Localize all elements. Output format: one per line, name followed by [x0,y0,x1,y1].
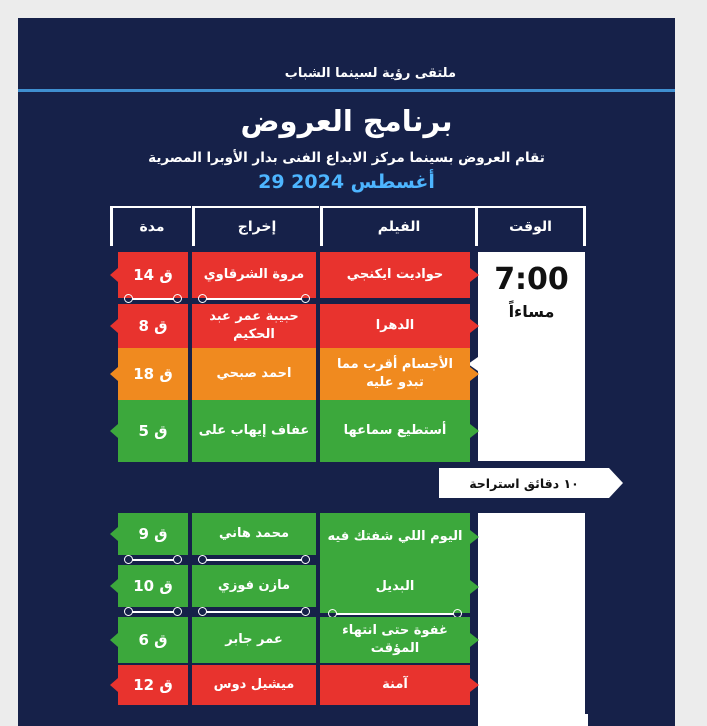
duration-cell [118,665,188,705]
top-divider [18,89,675,92]
director-text: عفاف إيهاب على [198,423,310,439]
film-text: الأجسام أقرب مما تبدو عليه [337,357,453,390]
row-pointer [110,579,118,593]
film-cell [320,304,470,348]
row-pointer [470,678,479,692]
duration-text: 6 ق [138,630,168,649]
row-pointer [470,580,479,594]
duration-text: 8 ق [138,316,168,335]
director-cell [192,513,316,555]
header-time: الوقت [478,206,586,246]
director-text: حبيبة عمر عبد الحكيم [209,309,299,342]
duration-text: 14 ق [133,265,173,284]
row-pointer [470,530,479,544]
row-pointer [110,527,118,541]
film-text: حواديت ايكنجي [346,267,444,283]
film-cell [320,513,470,561]
break-arrow [609,468,623,498]
duration-cell [118,513,188,555]
film-cell [320,561,470,613]
film-text: أستطيع سماعها [343,423,447,439]
header-film: الفيلم [320,206,478,246]
duration-text: 10 ق [133,576,173,595]
row-connector [198,294,310,304]
film-text: غفوة حتى انتهاء المؤقت [342,623,448,656]
film-cell [320,665,470,705]
row-connector [124,607,182,617]
page-title: برنامج العروض [240,104,453,138]
director-cell [192,304,316,348]
row-connector [198,555,310,565]
footer-strip [508,714,588,726]
row-pointer [110,424,118,438]
row-pointer [110,319,118,333]
duration-text: 5 ق [138,421,168,440]
poster [18,18,675,726]
row-pointer [110,633,118,647]
duration-cell [118,617,188,663]
duration-text: 18 ق [133,364,173,383]
duration-text: 12 ق [133,675,173,694]
director-cell [192,348,316,400]
director-text: احمد صبحي [216,366,292,382]
row-pointer [470,319,479,333]
film-cell [320,348,470,400]
header-duration: مدة [110,206,191,246]
row-pointer [470,633,479,647]
duration-cell [118,252,188,298]
film-text: البديل [375,579,415,595]
break-label: ١٠ دقائق استراحة [439,468,609,498]
film-cell [320,400,470,462]
duration-cell [118,565,188,607]
start-time: 7:00 [494,262,569,297]
director-cell [192,665,316,705]
start-time-period: مساءاً [508,302,555,321]
row-pointer [110,678,118,692]
time-box-second-block [478,513,585,726]
duration-cell [118,348,188,400]
film-text: اليوم اللي شفتك فيه [327,529,463,545]
film-cell [320,252,470,298]
venue-subtitle: تقام العروض بسينما مركز الابداع الفنى بدار الأوبرا المصرية [148,150,545,166]
director-cell [192,565,316,607]
director-cell [192,400,316,462]
time-box [478,252,585,461]
row-pointer [110,367,118,381]
film-cell [320,617,470,663]
director-text: محمد هاني [218,526,290,542]
row-pointer [470,268,479,282]
director-text: مروة الشرقاوي [203,267,305,283]
row-connector [124,294,182,304]
director-text: ميشيل دوس [213,677,295,693]
row-connector [124,555,182,565]
director-text: عمر جابر [225,632,283,648]
film-text: آمنة [382,677,408,693]
director-cell [192,617,316,663]
duration-cell [118,400,188,462]
director-cell [192,252,316,298]
header-director: إخراج [192,206,319,246]
event-date: 29 أغسطس 2024 [258,171,435,193]
film-text: الدهرا [375,318,415,334]
row-pointer [470,424,479,438]
duration-cell [118,304,188,348]
organizer-label: ملتقى رؤية لسينما الشباب [284,66,456,81]
row-pointer [470,367,479,381]
duration-text: 9 ق [138,524,168,543]
row-connector [198,607,310,617]
row-pointer [110,268,118,282]
director-text: مازن فوزي [217,578,291,594]
